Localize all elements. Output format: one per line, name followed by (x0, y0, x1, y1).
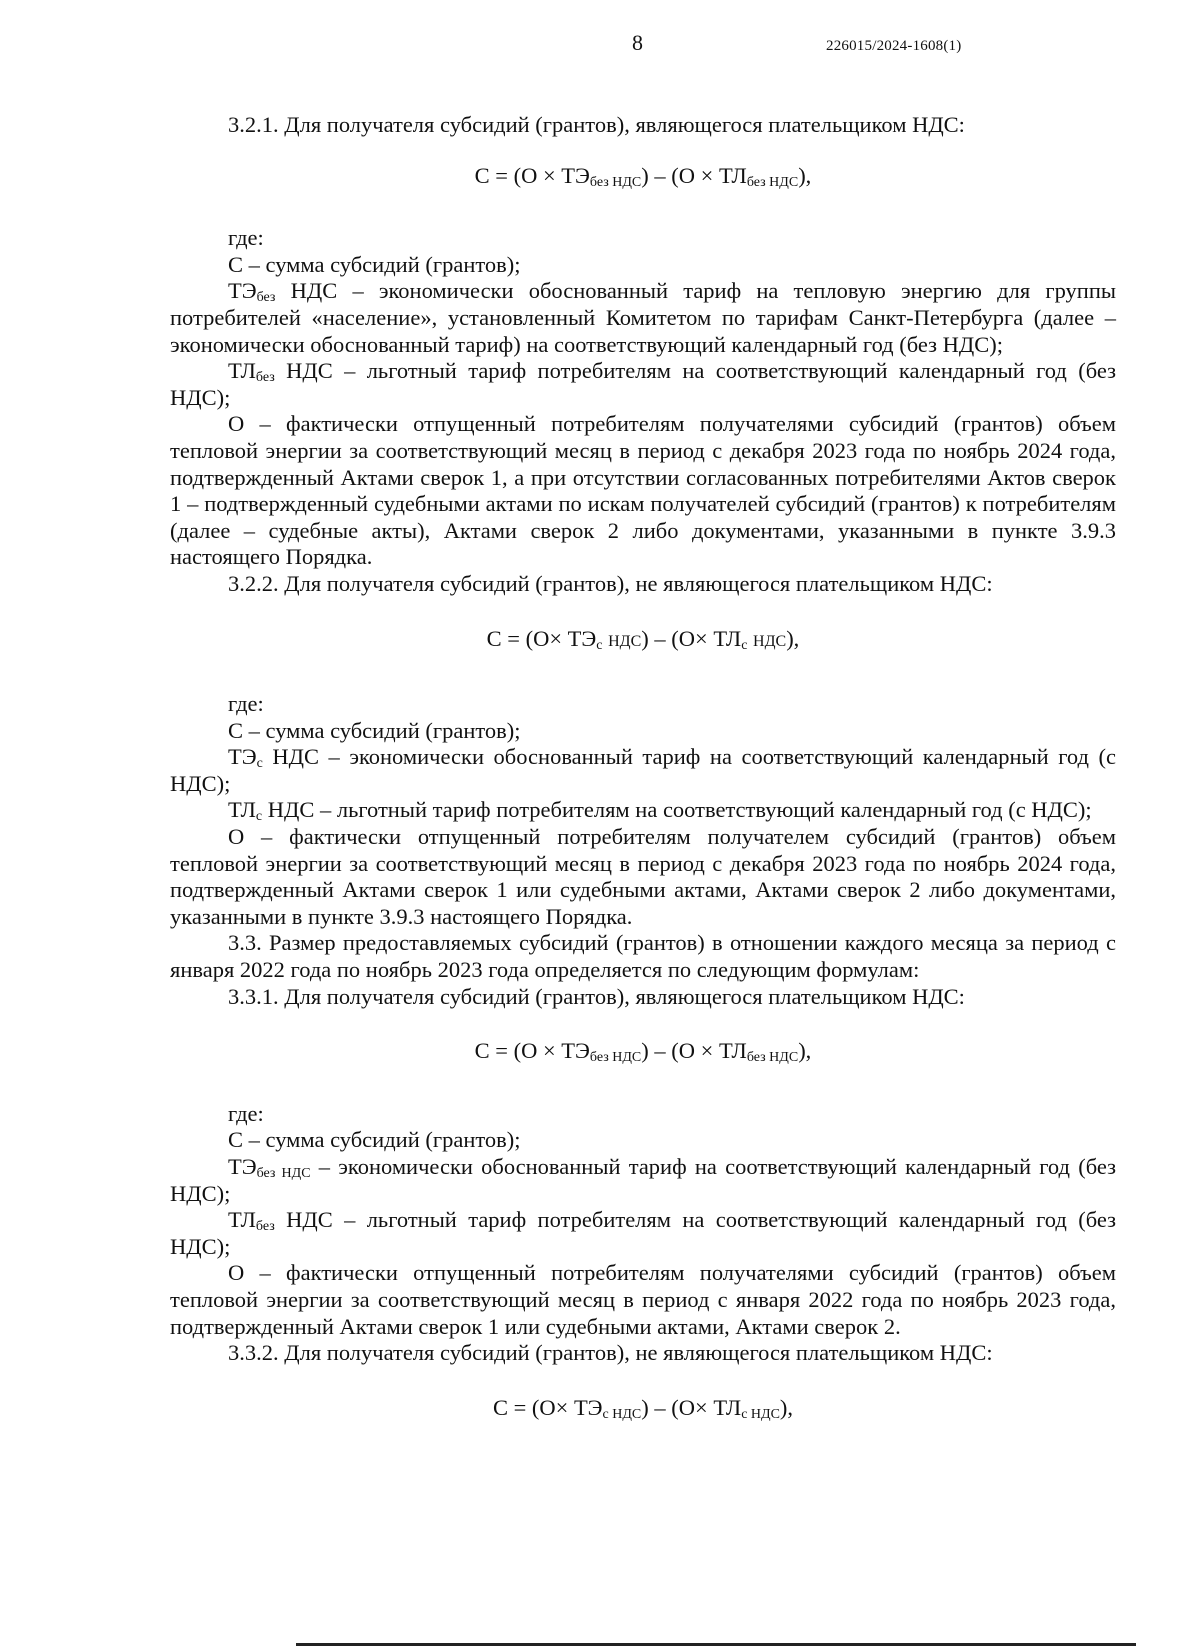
definition-o: О – фактически отпущенный потребителям получателями субсидий (грантов) объем тепловой энергии за соответствующий месяц в период с декабря 2023 года по ноябрь 2024 года, подтвержденный Актами сверок 1, а при отсутствии согласованных потребителями Актов сверок 1 – подтвержденный судебными актами по искам получателей субсидий (грантов) к потребителям (далее – судебные акты), Актами сверок 2 либо документами, указанными в пункте 3.9.3 настоящего Порядка. (170, 411, 1116, 570)
page-number: 8 (632, 30, 643, 55)
definition-te: $ТЭ_{без}$ НДС – экономически обоснованный тариф на тепловую энергию для группы потребителей «население», установленный Комитетом по тарифам Санкт-Петербурга (далее – экономически обоснованный тариф) на соответствующий календарный год (без НДС); (170, 278, 1117, 357)
formula-3-3-1: $С = (О \times ТЭ_{без НДС}) - (О \times ТЛ_{без НДС})$, (474, 1038, 812, 1066)
clause-3-2-1: 3.2.1. Для получателя субсидий (грантов), являющегося плательщиком НДС: (228, 112, 965, 137)
definition-te: $ТЭ_с$ НДС – экономически обоснованный тариф на соответствующий календарный год (с НДС); (170, 744, 1116, 796)
clause-3-3-2: 3.3.2. Для получателя субсидий (грантов), не являющегося плательщиком НДС: (228, 1340, 993, 1366)
document-body (170, 112, 1116, 1457)
definition-c: С – сумма субсидий (грантов); (228, 1127, 521, 1153)
where-label: где: (228, 691, 264, 717)
definition-te: $ТЭ_{без НДС}$ – экономически обоснованный тариф на соответствующий календарный год (без НДС); (170, 1154, 1116, 1206)
page-bottom-rule (296, 1643, 1136, 1646)
definition-tl: $ТЛ_{без}$ НДС – льготный тариф потребителям на соответствующий календарный год (без НДС); (170, 358, 1117, 410)
formula-3-2-1: $С = (О \times ТЭ_{без НДС}) - (О \times ТЛ_{без НДС})$, (474, 162, 812, 190)
definition-c: С – сумма субсидий (грантов); (228, 717, 521, 743)
clause-3-3: 3.3. Размер предоставляемых субсидий (грантов) в отношении каждого месяца за период с января 2022 года по ноябрь 2023 года определяется по следующим формулам: (170, 930, 1116, 983)
definition-c: С – сумма субсидий (грантов); (228, 251, 521, 277)
clause-3-2-2: 3.2.2. Для получателя субсидий (грантов), не являющегося плательщиком НДС: (228, 570, 993, 596)
definition-tl: $ТЛ_с$ НДС – льготный тариф потребителям на соответствующий календарный год (с НДС); (228, 797, 1092, 825)
where-label: где: (228, 225, 264, 251)
formula-3-2-2: $С = (О\times ТЭ_с$ $НДС) - (О\times ТЛ_с$ НДС), (486, 625, 800, 653)
definition-o: О – фактически отпущенный потребителям получателем субсидий (грантов) объем тепловой энергии за соответствующий месяц в период с декабря 2023 года по ноябрь 2024 года, подтвержденный Актами сверок 1 или судебными актами, Актами сверок 2 либо документами, указанными в пункте 3.9.3 настоящего Порядка. (170, 824, 1116, 929)
document-reference: 226015/2024-1608(1) (826, 38, 962, 54)
formula-3-3-2: $С = (О\times ТЭ_{с НДС}) - (О\times ТЛ_{с НДС})$, (492, 1394, 794, 1422)
clause-3-3-1: 3.3.1. Для получателя субсидий (грантов), являющегося плательщиком НДС: (228, 983, 965, 1009)
definition-tl: $ТЛ_{без}$ НДС – льготный тариф потребителям на соответствующий календарный год (без НДС); (170, 1207, 1117, 1259)
definition-o: О – фактически отпущенный потребителям получателями субсидий (грантов) объем тепловой энергии за соответствующий месяц в период с января 2022 года по ноябрь 2023 года, подтвержденный Актами сверок 1 или судебными актами, Актами сверок 2. (170, 1260, 1116, 1339)
where-label: где: (228, 1100, 264, 1126)
